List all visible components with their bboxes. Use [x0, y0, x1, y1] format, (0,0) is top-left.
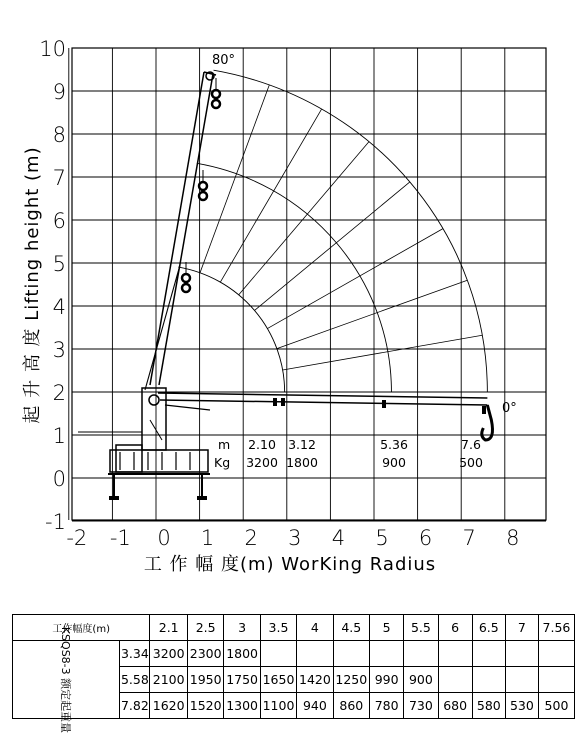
outrigger-pad-left: [109, 496, 119, 500]
load-table: [12, 614, 575, 733]
radial-line: [220, 109, 321, 282]
y-tick-label: -1: [45, 510, 66, 534]
table-cell: 860: [333, 693, 369, 719]
y-tick-label: 9: [52, 80, 66, 104]
hook-block: [382, 400, 386, 408]
y-tick-label: 7: [52, 166, 66, 190]
outrigger-pad-right: [197, 496, 207, 500]
capacity-radius-label: 7.6: [461, 437, 481, 452]
table-cell: 1420: [297, 667, 333, 693]
capacity-load-label: 500: [459, 455, 483, 470]
y-tick-label: 0: [52, 467, 66, 491]
unit-kg-label: Kg: [214, 455, 231, 470]
table-cell: 1620: [150, 693, 188, 719]
table-cell: 1800: [224, 641, 260, 667]
radial-line: [200, 85, 269, 273]
table-cell: 1300: [224, 693, 260, 719]
table-radius-header: 6.5: [472, 615, 505, 641]
y-tick-label: 2: [52, 381, 66, 405]
capacity-load-label: 3200: [246, 455, 278, 470]
x-tick-label: 4: [331, 526, 346, 550]
table-radius-header: 5.5: [404, 615, 438, 641]
table-radius-header: 2.1: [150, 615, 188, 641]
radial-line: [283, 335, 483, 370]
capacity-radius-label: 2.10: [248, 437, 276, 452]
table-model-label: KSQS8-3 额定起重量: [59, 626, 73, 733]
y-axis-title: 起 升 高 度 Lifting height (m): [22, 146, 43, 424]
table-radius-header: 2.5: [187, 615, 223, 641]
table-cell: 1250: [333, 667, 369, 693]
table-cell: 940: [297, 693, 333, 719]
table-header-label: 工作幅度(m): [13, 615, 150, 641]
x-tick-label: 7: [462, 526, 476, 550]
table-cell: [538, 641, 574, 667]
boom-horizontal-bottom: [160, 400, 487, 405]
table-radius-header: 5: [370, 615, 404, 641]
table-cell: [333, 641, 369, 667]
unit-m-label: m: [218, 437, 231, 452]
table-cell: [505, 641, 538, 667]
table-radius-header: 4: [297, 615, 333, 641]
table-boom-length: 5.58: [120, 667, 150, 693]
x-tick-label: 1: [200, 526, 215, 550]
x-axis-title: 工 作 幅 度(m) WorKing Radius: [143, 554, 437, 575]
hook-ring: [182, 284, 190, 292]
table-cell: [505, 667, 538, 693]
table-header-row: [13, 615, 575, 641]
table-boom-length: 7.82: [120, 693, 150, 719]
table-radius-header: 6: [438, 615, 472, 641]
table-cell: 580: [472, 693, 505, 719]
y-tick-label: 4: [52, 295, 66, 319]
table-cell: [472, 667, 505, 693]
x-tick-label: 3: [288, 526, 302, 550]
table-radius-header: 3: [224, 615, 260, 641]
table-radius-header: 4.5: [333, 615, 369, 641]
table-cell: [438, 641, 472, 667]
table-cell: [297, 641, 333, 667]
hook-ring: [199, 182, 207, 190]
radial-line: [277, 280, 468, 348]
y-tick-label: 1: [52, 424, 66, 448]
radial-line: [239, 142, 369, 295]
radial-line: [255, 182, 410, 311]
boom-raised-cylinder: [145, 265, 180, 390]
table-boom-length: 3.34: [120, 641, 150, 667]
table-cell: [260, 641, 296, 667]
x-tick-label: 5: [375, 526, 389, 550]
table-cell: 500: [538, 693, 574, 719]
table-cell: 730: [404, 693, 438, 719]
crane-column: [142, 388, 166, 450]
x-tick-label: -2: [66, 526, 88, 550]
x-tick-label: 0: [157, 526, 171, 550]
table-cell: 900: [404, 667, 438, 693]
boom-cylinder: [165, 405, 210, 410]
table-row: [13, 641, 575, 667]
table-radius-header: 7.56: [538, 615, 574, 641]
hook-block: [281, 398, 285, 406]
hook-ring: [182, 274, 190, 282]
table-cell: 680: [438, 693, 472, 719]
capacity-labels: [246, 437, 483, 470]
hook-ring: [212, 100, 220, 108]
table-cell: 1520: [187, 693, 223, 719]
y-tick-label: 6: [52, 209, 66, 233]
x-tick-label: 2: [244, 526, 258, 550]
capacity-radius-label: 3.12: [288, 437, 316, 452]
capacity-load-label: 900: [382, 455, 406, 470]
table-cell: [472, 641, 505, 667]
table-cell: 2100: [150, 667, 188, 693]
boom-raised-left: [150, 72, 204, 385]
boom-horizontal-top: [158, 393, 487, 398]
radial-line: [267, 229, 443, 329]
table-radius-header: 3.5: [260, 615, 296, 641]
crane-drawing: [78, 72, 493, 500]
angle-80-label: 80°: [212, 53, 236, 68]
capacity-load-label: 1800: [286, 455, 318, 470]
hook-ring: [199, 192, 207, 200]
hook-block: [482, 406, 486, 414]
x-tick-label: 8: [506, 526, 520, 550]
y-tick-label: 8: [52, 123, 66, 147]
table-radius-header: 7: [505, 615, 538, 641]
table-cell: 1950: [187, 667, 223, 693]
table-cell: 2300: [187, 641, 223, 667]
hook-ring: [212, 90, 220, 98]
reach-arcs: [178, 70, 487, 392]
table-cell: 1100: [260, 693, 296, 719]
boom-raised-right: [159, 74, 213, 385]
x-tick-label: 6: [418, 526, 433, 550]
table-cell: 780: [370, 693, 404, 719]
hook-block: [273, 398, 277, 406]
table-cell: [404, 641, 438, 667]
table-cell: [370, 641, 404, 667]
x-tick-label: -1: [109, 526, 131, 550]
table-cell: 990: [370, 667, 404, 693]
table-cell: 3200: [150, 641, 188, 667]
table-cell: [538, 667, 574, 693]
table-cell: [438, 667, 472, 693]
reach-arc: [178, 267, 284, 392]
table-cell: 1650: [260, 667, 296, 693]
angle-0-label: 0°: [502, 401, 517, 416]
y-tick-label: 5: [52, 252, 66, 276]
table-cell: 1750: [224, 667, 260, 693]
capacity-radius-label: 5.36: [380, 437, 408, 452]
truck-body: [110, 450, 208, 472]
y-tick-label: 10: [39, 37, 66, 61]
table-cell: 530: [505, 693, 538, 719]
y-tick-label: 3: [52, 338, 66, 362]
column-pivot: [149, 395, 159, 405]
